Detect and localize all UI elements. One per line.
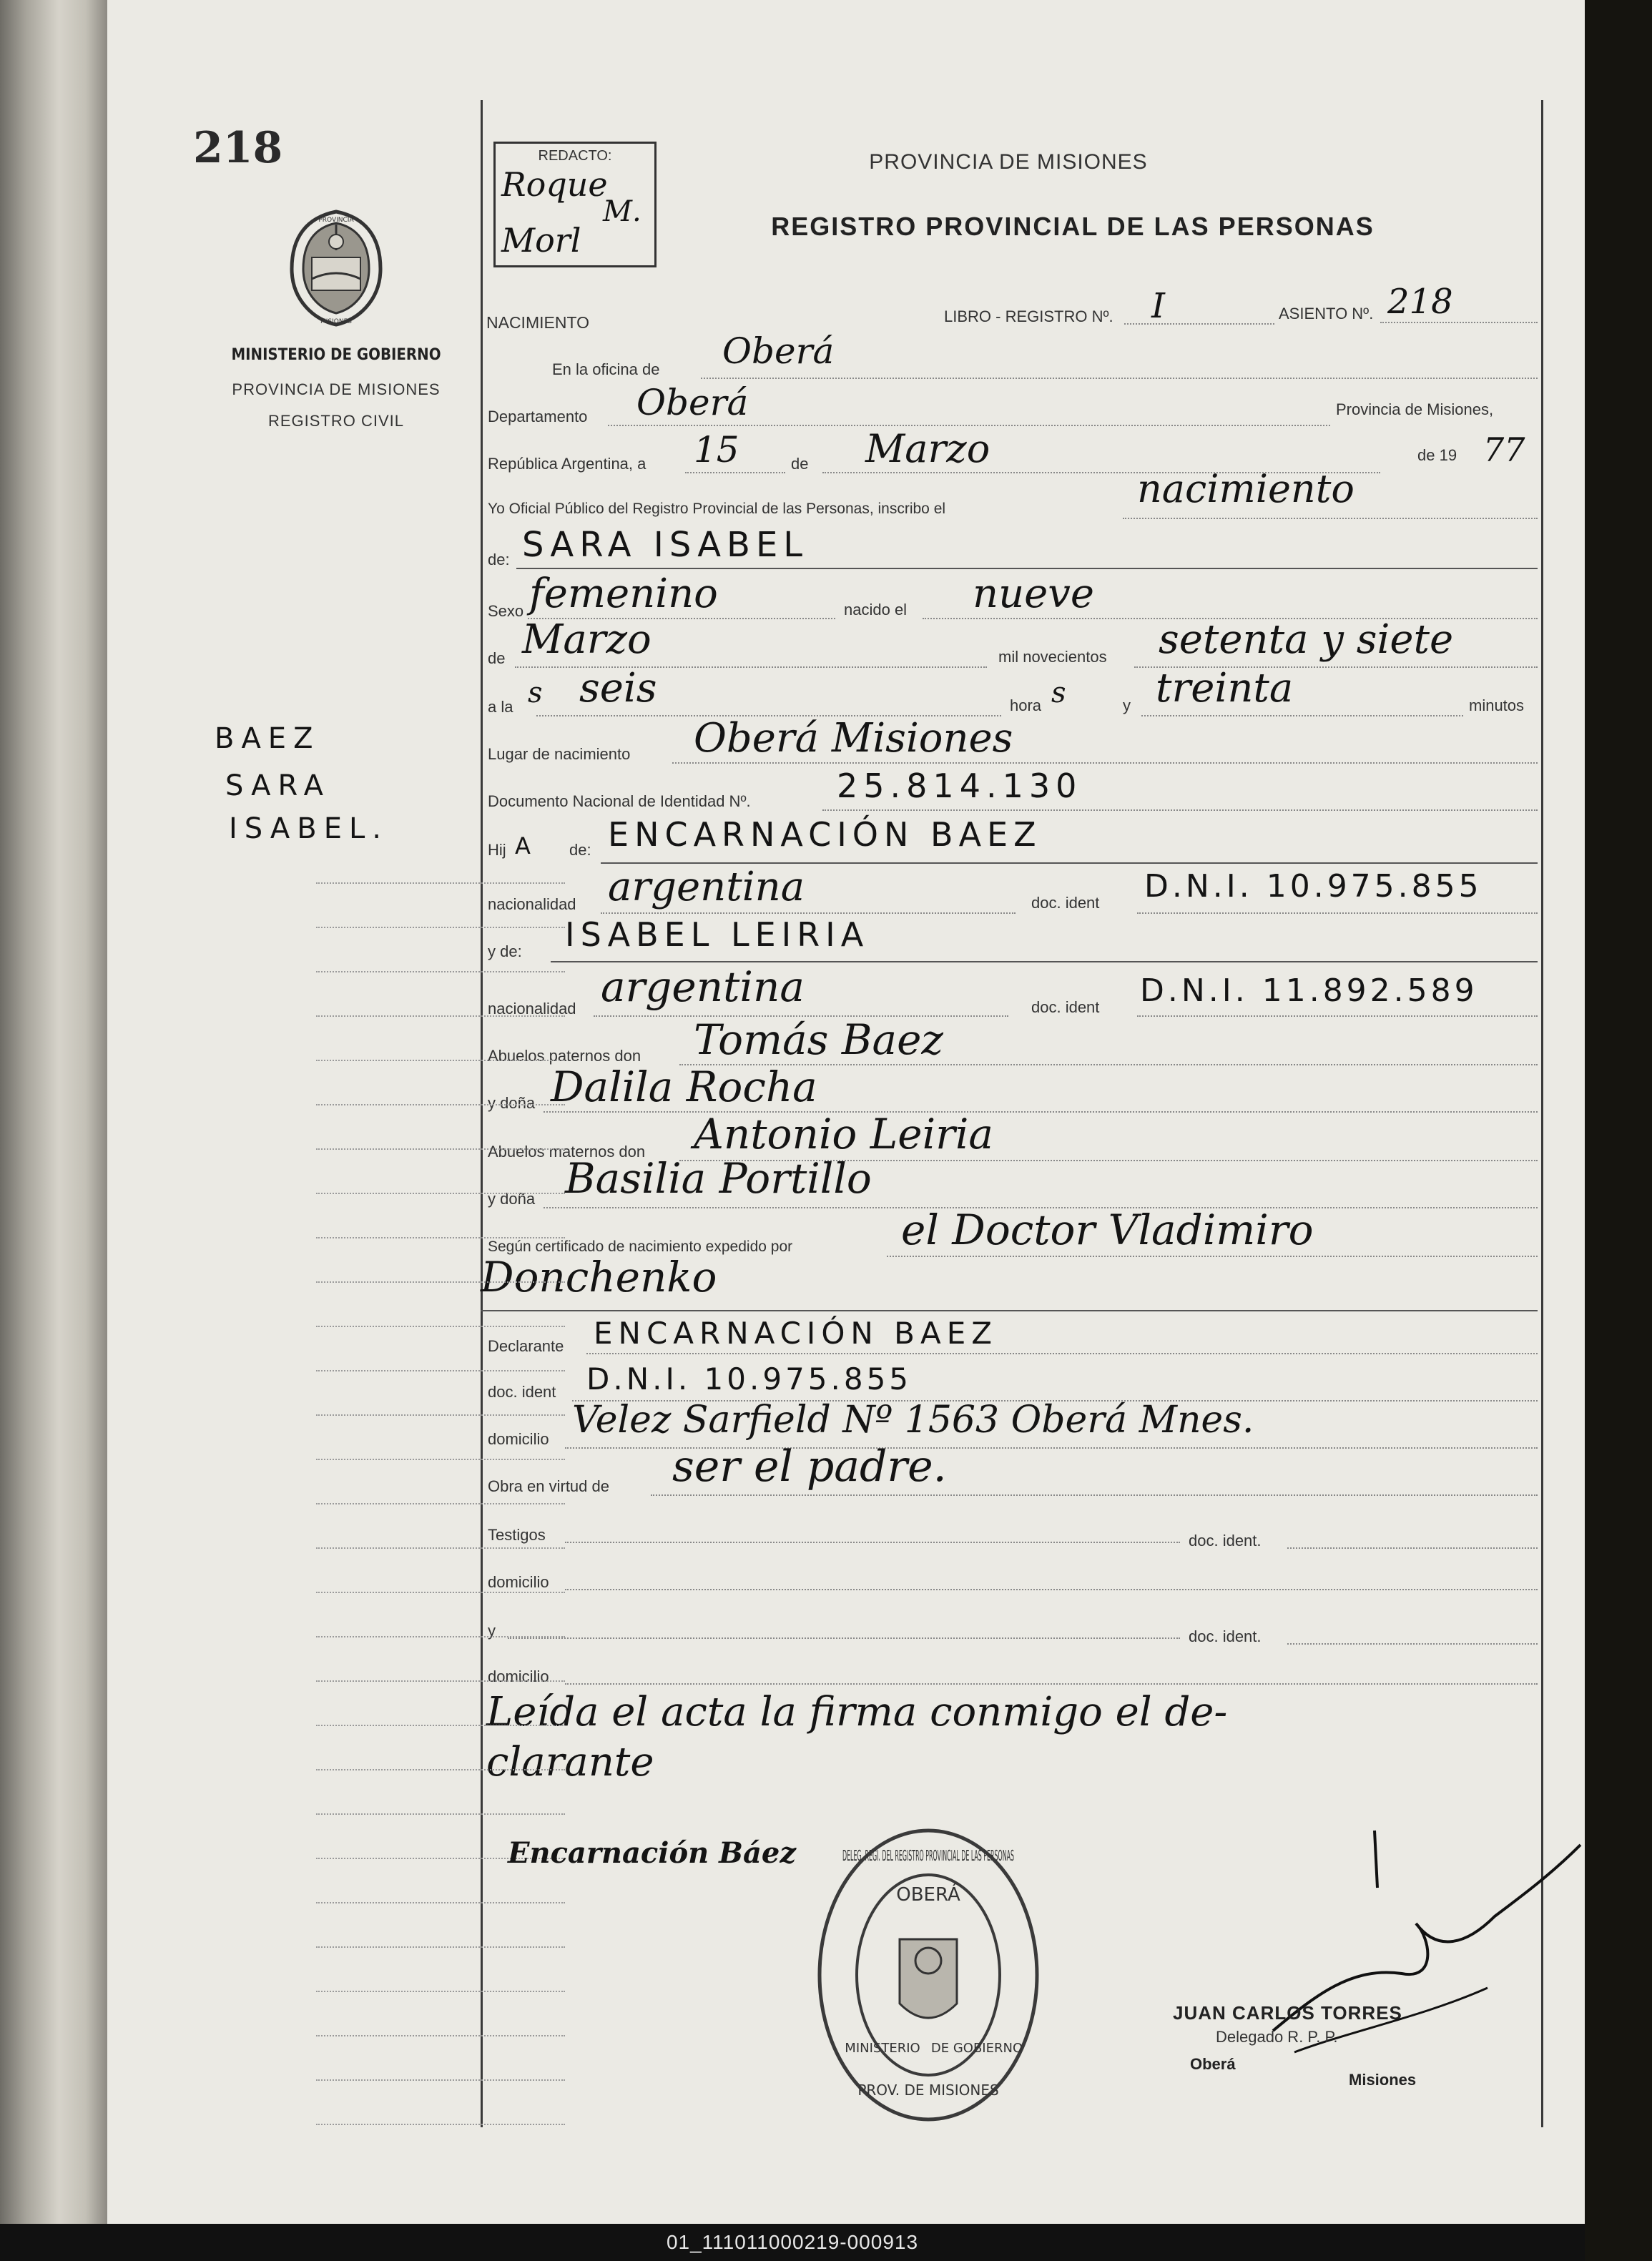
- oficina-label: En la oficina de: [552, 360, 660, 378]
- dni-line: [822, 809, 1538, 811]
- mil-value: setenta y siete: [1159, 616, 1454, 663]
- margin-line: [316, 1237, 565, 1238]
- day-line: [685, 472, 785, 473]
- margin-line: [316, 1991, 565, 1992]
- test-y-line: [508, 1637, 1180, 1639]
- official-name: JUAN CARLOS TORRES: [1173, 2002, 1402, 2024]
- obra-value: ser el padre.: [672, 1442, 947, 1492]
- hora-value: seis: [579, 665, 657, 711]
- registry-stamp-icon: [814, 1825, 1043, 2125]
- left-column-rule: [481, 100, 483, 2127]
- header-registry: REGISTRO PROVINCIAL DE LAS PERSONAS: [771, 212, 1375, 241]
- margin-note-line3: ISABEL.: [229, 812, 389, 845]
- obra-line: [651, 1494, 1538, 1496]
- test-doc-label: doc. ident.: [1189, 1532, 1262, 1550]
- registry-label: REGISTRO CIVIL: [267, 412, 405, 430]
- dni-label: Documento Nacional de Identidad Nº.: [488, 792, 751, 810]
- oficial-label: Yo Oficial Público del Registro Provincial de las Personas, inscribo el: [488, 501, 946, 517]
- a-la-label: a la: [488, 698, 513, 716]
- year-label: de 19: [1417, 446, 1457, 464]
- oficina-value: Oberá: [722, 330, 835, 372]
- testigos-label: Testigos: [488, 1526, 546, 1544]
- day-value: 15: [694, 429, 739, 471]
- month-value: Marzo: [865, 426, 990, 471]
- register-page: [107, 0, 1585, 2224]
- province-label: PROVINCIA DE MISIONES: [232, 380, 441, 398]
- libro-label: LIBRO - REGISTRO Nº.: [944, 307, 1113, 325]
- hora-label: hora: [1010, 696, 1042, 714]
- declarant-signature: Encarnación Báez: [508, 1836, 797, 1870]
- margin-line: [316, 1813, 565, 1815]
- hij-suffix: A: [515, 832, 536, 859]
- test-dom2-line: [565, 1683, 1538, 1685]
- y-dona-label-2: y doña: [488, 1190, 536, 1208]
- certificado-value: el Doctor Vladimiro: [901, 1206, 1314, 1254]
- decl-doc-value: D.N.I. 10.975.855: [586, 1361, 913, 1396]
- decl-doc-label: doc. ident: [488, 1383, 556, 1401]
- declarante-value: ENCARNACIÓN BAEZ: [594, 1316, 998, 1351]
- asiento-label: ASIENTO Nº.: [1279, 305, 1374, 322]
- mother-nat-label: nacionalidad: [488, 895, 576, 913]
- father-doc-line: [1137, 1015, 1538, 1017]
- test-dom2-label: domicilio: [488, 1668, 549, 1685]
- mother-doc-value: D.N.I. 10.975.855: [1144, 868, 1483, 905]
- mother-nat-value: argentina: [608, 864, 805, 910]
- seal-top-text: PROVINCIA: [318, 217, 354, 224]
- margin-line: [316, 1015, 565, 1017]
- libro-value: I: [1151, 286, 1165, 326]
- stamp-inner-right: DE GOBIERNO: [930, 2041, 1023, 2056]
- stamp-ring-text: DELEG. REGI. DEL REGISTRO PROVINCIAL DE LAS PERSONAS: [842, 1847, 1014, 1864]
- dni-value: 25.814.130: [837, 767, 1083, 805]
- lugar-line: [672, 762, 1538, 764]
- margin-line: [316, 1281, 565, 1283]
- minutos-value: treinta: [1156, 665, 1294, 711]
- test-doc2-line: [1287, 1643, 1538, 1645]
- redacto-box: [493, 142, 657, 267]
- official-city: Oberá: [1190, 2055, 1236, 2073]
- margin-line: [316, 971, 565, 972]
- seal-bottom-text: MISIONES: [320, 318, 353, 325]
- record-type: NACIMIENTO: [486, 313, 589, 332]
- abuela-mat-value: Basilia Portillo: [565, 1154, 872, 1203]
- hora-suffix: s: [1051, 676, 1066, 709]
- margin-line: [316, 1060, 565, 1061]
- minutos-label: minutos: [1469, 696, 1525, 714]
- sexo-value: femenino: [529, 571, 718, 617]
- stamp-city: OBERÁ: [896, 1884, 960, 1906]
- book-spine: [0, 0, 107, 2224]
- lugar-value: Oberá Misiones: [694, 715, 1013, 762]
- margin-line: [316, 927, 565, 928]
- father-nat-value: argentina: [601, 962, 805, 1011]
- stamp-bottom: PROV. DE MISIONES: [857, 2082, 999, 2099]
- libro-line: [1124, 323, 1274, 325]
- margin-line: [316, 1370, 565, 1371]
- header-province: PROVINCIA DE MISIONES: [869, 150, 1148, 174]
- domicilio-label: domicilio: [488, 1430, 549, 1448]
- oficial-line: [1123, 518, 1538, 519]
- a-la-suffix: s: [528, 676, 543, 709]
- abuela-pat-line: [544, 1111, 1538, 1113]
- oficina-line: [701, 378, 1538, 379]
- departamento-value: Oberá: [636, 382, 749, 423]
- margin-line: [316, 1902, 565, 1903]
- departamento-label: Departamento: [488, 408, 588, 425]
- page-number: 218: [193, 123, 283, 173]
- margin-line: [316, 1946, 565, 1948]
- de3-label: de: [488, 649, 506, 667]
- y-dona-label-1: y doña: [488, 1094, 536, 1112]
- official-title: Delegado R. P. P.: [1216, 2028, 1338, 2046]
- certificado-value2: Donchenko: [481, 1253, 717, 1301]
- margin-line: [316, 2079, 565, 2081]
- margin-line: [316, 1636, 565, 1637]
- margin-line: [316, 1547, 565, 1549]
- certificado-label: Según certificado de nacimiento expedido por: [488, 1238, 793, 1255]
- mother-doc-line: [1137, 912, 1538, 914]
- testigos-line: [565, 1542, 1180, 1543]
- test-dom-line: [565, 1589, 1538, 1590]
- redacto-name-line2: M.: [603, 195, 641, 228]
- margin-note-line1: BAEZ: [215, 722, 320, 755]
- de-label: de: [791, 455, 809, 473]
- declarante-label: Declarante: [488, 1337, 564, 1355]
- nacido-label: nacido el: [844, 601, 908, 619]
- mother-nat-line: [601, 912, 1016, 914]
- hij-label: Hij: [488, 841, 506, 859]
- abuelo-mat-value: Antonio Leiria: [694, 1110, 993, 1158]
- stamp-inner-left: MINISTERIO: [845, 2041, 920, 2056]
- father-nat-label: nacionalidad: [488, 1000, 576, 1018]
- margin-line: [316, 1326, 565, 1327]
- margin-line: [316, 1193, 565, 1194]
- margin-line: [316, 2124, 565, 2125]
- de2-label: de:: [488, 551, 510, 568]
- test-doc-line: [1287, 1547, 1538, 1549]
- mil-label: mil novecientos: [998, 648, 1107, 666]
- official-province: Misiones: [1349, 2071, 1417, 2089]
- child-name: SARA ISABEL: [522, 525, 809, 565]
- republica-label: República Argentina, a: [488, 455, 646, 473]
- father-doc-value: D.N.I. 11.892.589: [1140, 972, 1478, 1009]
- margin-line: [316, 1725, 565, 1726]
- margin-line: [316, 1148, 565, 1150]
- abuelos-pat-label: Abuelos paternos don: [488, 1047, 641, 1065]
- domicilio-value: Velez Sarfield Nº 1563 Oberá Mnes.: [572, 1399, 1254, 1442]
- y-label: y: [1123, 696, 1131, 714]
- coat-of-arms-icon: [286, 207, 386, 329]
- margin-line: [316, 1414, 565, 1416]
- file-id-footer: 01_111011000219-000913: [0, 2224, 1585, 2261]
- father-name: ISABEL LEIRIA: [565, 915, 870, 954]
- father-doc-label: doc. ident: [1031, 998, 1100, 1016]
- minutos-line: [1141, 715, 1463, 716]
- margin-line: [316, 1592, 565, 1593]
- test-y-label: y: [488, 1622, 496, 1640]
- margin-line: [316, 1680, 565, 1682]
- mother-name: ENCARNACIÓN BAEZ: [608, 815, 1042, 854]
- margin-line: [316, 1769, 565, 1770]
- margin-line: [316, 1104, 565, 1105]
- oficial-value: nacimiento: [1137, 466, 1354, 511]
- abuela-pat-value: Dalila Rocha: [551, 1063, 817, 1111]
- provincia-label: Provincia de Misiones,: [1336, 400, 1494, 418]
- redacto-name-line3: Morl: [501, 221, 581, 260]
- asiento-line: [1380, 322, 1538, 323]
- hij-de-label: de:: [569, 841, 591, 859]
- test-dom-label: domicilio: [488, 1573, 549, 1591]
- asiento-value: 218: [1387, 282, 1453, 322]
- ministry-label: MINISTERIO DE GOBIERNO: [231, 346, 441, 364]
- closing-line1: Leída el acta la firma conmigo el de-: [486, 1689, 1228, 1735]
- test-doc2-label: doc. ident.: [1189, 1627, 1262, 1645]
- margin-line: [316, 2035, 565, 2036]
- abuelos-mat-label: Abuelos maternos don: [488, 1143, 646, 1161]
- child-name-line: [516, 568, 1538, 569]
- yde-label: y de:: [488, 942, 522, 960]
- abuelo-pat-value: Tomás Baez: [694, 1015, 943, 1064]
- obra-label: Obra en virtud de: [488, 1477, 609, 1495]
- mother-doc-label: doc. ident: [1031, 894, 1100, 912]
- year-value: 77: [1483, 430, 1525, 469]
- sexo-label: Sexo: [488, 602, 524, 620]
- redacto-name-line1: Roque: [501, 165, 608, 204]
- nacido-value: nueve: [973, 571, 1095, 617]
- margin-line: [316, 882, 565, 884]
- closing-line2: clarante: [486, 1739, 654, 1785]
- certificado-line2: [481, 1310, 1538, 1311]
- birth-month-value: Marzo: [522, 616, 652, 663]
- declarante-line: [586, 1353, 1538, 1354]
- redacto-label: REDACTO:: [538, 148, 612, 164]
- margin-line: [316, 1503, 565, 1504]
- lugar-label: Lugar de nacimiento: [488, 745, 631, 763]
- certificado-line: [887, 1256, 1538, 1257]
- margin-line: [316, 1459, 565, 1460]
- margin-note-line2: SARA: [225, 769, 331, 802]
